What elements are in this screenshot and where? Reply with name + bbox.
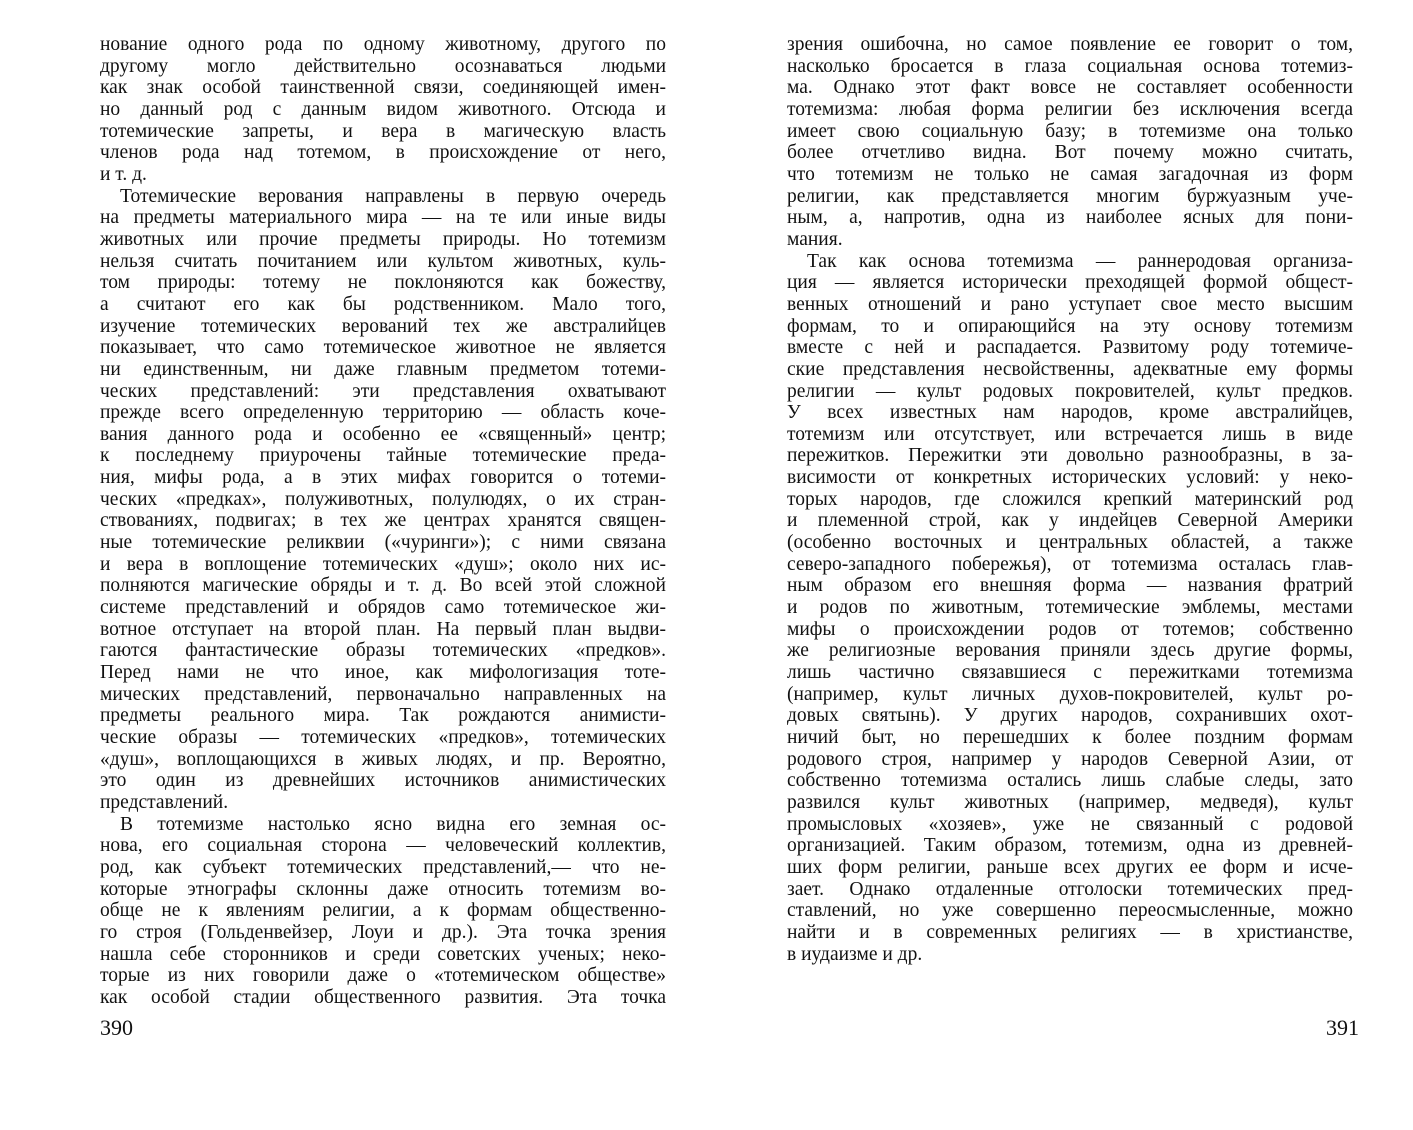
text-line: показывает, что само тотемическое животное не является: [100, 337, 666, 359]
text-line: ния, мифы рода, а в этих мифах говорится о тотеми-: [100, 467, 666, 489]
text-line: ставлений, но уже совершенно переосмысленные, можно: [787, 900, 1353, 922]
text-line: ни единственным, ни даже главным предметом тотеми-: [100, 358, 666, 380]
text-line: род, как субъект тотемических представлений,— что не-: [100, 856, 666, 878]
text-line: го строя (Гольденвейзер, Лоуи и др.). Эта точка зрения: [100, 921, 666, 943]
text-line: промысловых «хозяев», уже не связанный с родовой: [787, 813, 1353, 835]
text-line: и т. д.: [100, 163, 147, 185]
text-line: торых народов, где сложился крепкий материнский род: [787, 488, 1353, 510]
text-line: «душ», воплощающихся в живых людях, и пр. Вероятно,: [100, 748, 666, 770]
text-line: ческие образы — тотемических «предков», тотемических: [100, 727, 666, 748]
text-line: насколько бросается в глаза социальная основа тотемиз-: [787, 55, 1353, 77]
text-line: ным, а, напротив, одна из наиболее ясных для пони-: [787, 207, 1353, 229]
text-line: вания данного рода и особенно ее «священный» центр;: [100, 423, 666, 445]
text-line: тотемизма: любая форма религии без исключения всегда: [787, 98, 1353, 120]
text-line: ших форм религии, раньше всех других ее форм и исче-: [787, 856, 1353, 878]
text-line: (особенно восточных и центральных областей, а также: [787, 532, 1353, 554]
text-line: гаются фантастические образы тотемических «предков».: [100, 640, 666, 662]
text-line: на предметы материального мира — на те или иные виды: [100, 207, 666, 229]
text-line: ские представления несвойственны, адекватные ему формы: [787, 358, 1353, 380]
text-line: это один из древнейших источников анимистических: [100, 770, 666, 792]
text-line: изучение тотемических верований тех же австралийцев: [100, 315, 666, 337]
text-line: и вера в воплощение тотемических «душ»; около них ис-: [100, 553, 666, 575]
text-line: имеет свою социальную базу; в тотемизме она только: [787, 120, 1353, 142]
text-line: религии, как представляется многим буржуазным уче-: [787, 185, 1353, 207]
text-line: в иудаизме и др.: [787, 943, 923, 965]
text-line: В тотемизме настолько ясно видна его земная ос-: [120, 813, 666, 835]
text-line: мания.: [787, 228, 843, 250]
text-line: ция — является исторически преходящей формой общест-: [787, 272, 1353, 294]
text-line: религии — культ родовых покровителей, культ предков.: [787, 380, 1353, 402]
text-line: членов рода над тотемом, в происхождение от него,: [100, 142, 666, 164]
text-line: найти и в современных религиях — в христианстве,: [787, 921, 1353, 943]
page-number-left: 390: [100, 1015, 133, 1040]
text-line: висимости от конкретных исторических условий: у неко-: [787, 467, 1353, 489]
text-line: (например, культ личных духов-покровителей, культ ро-: [787, 683, 1353, 705]
text-line: довых святынь). У других народов, сохранивших охот-: [787, 705, 1353, 727]
text-line: же религиозные верования приняли здесь другие формы,: [787, 640, 1353, 662]
text-line: и родов по животным, тотемические эмблемы, местами: [787, 597, 1353, 619]
text-line: мических представлений, первоначально направленных на: [100, 683, 666, 705]
left-page-text: [100, 34, 666, 1009]
text-line: организацией. Таким образом, тотемизм, одна из древней-: [787, 835, 1353, 857]
text-line: животных или прочие предметы природы. Но тотемизм: [100, 228, 666, 250]
text-line: системе представлений и обрядов само тотемическое жи-: [100, 597, 666, 619]
text-line: обще не к явлениям религии, а к формам общественно-: [100, 900, 666, 922]
text-line: Так как основа тотемизма — раннеродовая организа-: [807, 250, 1353, 272]
text-line: ные тотемические реликвии («чуринги»); с ними связана: [100, 532, 666, 554]
text-line: Перед нами не что иное, как мифологизация тоте-: [100, 662, 666, 684]
text-line: как особой стадии общественного развития. Эта точка: [100, 986, 666, 1008]
text-line: тотемические запреты, и вера в магическую власть: [100, 120, 666, 142]
text-line: ствованиях, подвигах; в тех же центрах хранятся священ-: [100, 510, 666, 532]
text-line: предметы реального мира. Так рождаются анимисти-: [100, 705, 666, 727]
text-line: собственно тотемизма остались лишь слабые следы, зато: [787, 770, 1353, 792]
text-line: ческих «предках», полуживотных, полулюдях, о их стран-: [100, 488, 666, 510]
text-line: которые этнографы склонны даже относить тотемизм во-: [100, 878, 666, 900]
text-line: развился культ животных (например, медведя), культ: [787, 791, 1353, 813]
text-line: к последнему приурочены тайные тотемические преда-: [100, 445, 666, 467]
text-line: зает. Однако отдаленные отголоски тотемических пред-: [787, 878, 1353, 900]
text-line: ческих представлений: эти представления охватывают: [100, 380, 666, 402]
text-line: как знак особой таинственной связи, соединяющей имен-: [100, 77, 666, 99]
text-line: полняются магические обряды и т. д. Во всей этой сложной: [100, 575, 666, 597]
text-line: том природы: тотему не поклоняются как божеству,: [100, 272, 666, 294]
text-line: вотное отступает на второй план. На первый план выдви-: [100, 618, 666, 640]
text-line: венных отношений и рано уступает свое место высшим: [787, 293, 1353, 315]
text-line: торые из них говорили даже о «тотемическом обществе»: [100, 965, 666, 987]
text-line: северо-западного побережья), от тотемизма осталась глав-: [787, 553, 1353, 575]
text-line: прежде всего определенную территорию — область коче-: [100, 402, 666, 424]
text-line: тотемизм или отсутствует, или встречается лишь в виде: [787, 423, 1353, 445]
text-line: что тотемизм не только не самая загадочная из форм: [787, 163, 1353, 185]
text-line: пережитков. Пережитки эти довольно разнообразны, в за-: [787, 445, 1353, 467]
text-line: Тотемические верования направлены в первую очередь: [120, 185, 666, 207]
text-line: лишь частично связавшиеся с пережитками тотемизма: [787, 662, 1353, 684]
text-line: ма. Однако этот факт вовсе не составляет особенности: [787, 77, 1353, 99]
text-line: нашла себе сторонников и среди советских ученых; неко-: [100, 943, 666, 965]
page-number-right: 391: [1326, 1015, 1359, 1040]
text-line: нование одного рода по одному животному, другого по: [100, 34, 666, 55]
text-line: У всех известных нам народов, кроме австралийцев,: [787, 402, 1353, 424]
text-line: и племенной строй, как у индейцев Северной Америки: [787, 510, 1353, 532]
text-line: представлений.: [100, 791, 229, 813]
text-line: ным образом его внешняя форма — названия фратрий: [787, 575, 1353, 597]
text-line: формам, то и опирающийся на эту основу тотемизм: [787, 315, 1353, 337]
text-line: зрения ошибочна, но самое появление ее говорит о том,: [787, 34, 1353, 55]
text-line: родового строя, например у народов Северной Азии, от: [787, 748, 1353, 770]
text-line: нельзя считать почитанием или культом животных, куль-: [100, 250, 666, 272]
text-line: более отчетливо видна. Вот почему можно считать,: [787, 142, 1353, 164]
text-line: мифы о происхождении родов от тотемов; собственно: [787, 618, 1353, 640]
text-line: вместе с ней и распадается. Развитому роду тотемиче-: [787, 337, 1353, 359]
right-page-text: [787, 34, 1353, 965]
text-line: но данный род с данным видом животного. Отсюда и: [100, 98, 666, 120]
text-line: нова, его социальная сторона — человеческий коллектив,: [100, 835, 666, 857]
text-line: другому могло действительно осознаваться людьми: [100, 55, 666, 77]
text-line: а считают его как бы родственником. Мало того,: [100, 293, 666, 315]
text-line: ничий быт, но перешедших к более поздним формам: [787, 727, 1353, 748]
